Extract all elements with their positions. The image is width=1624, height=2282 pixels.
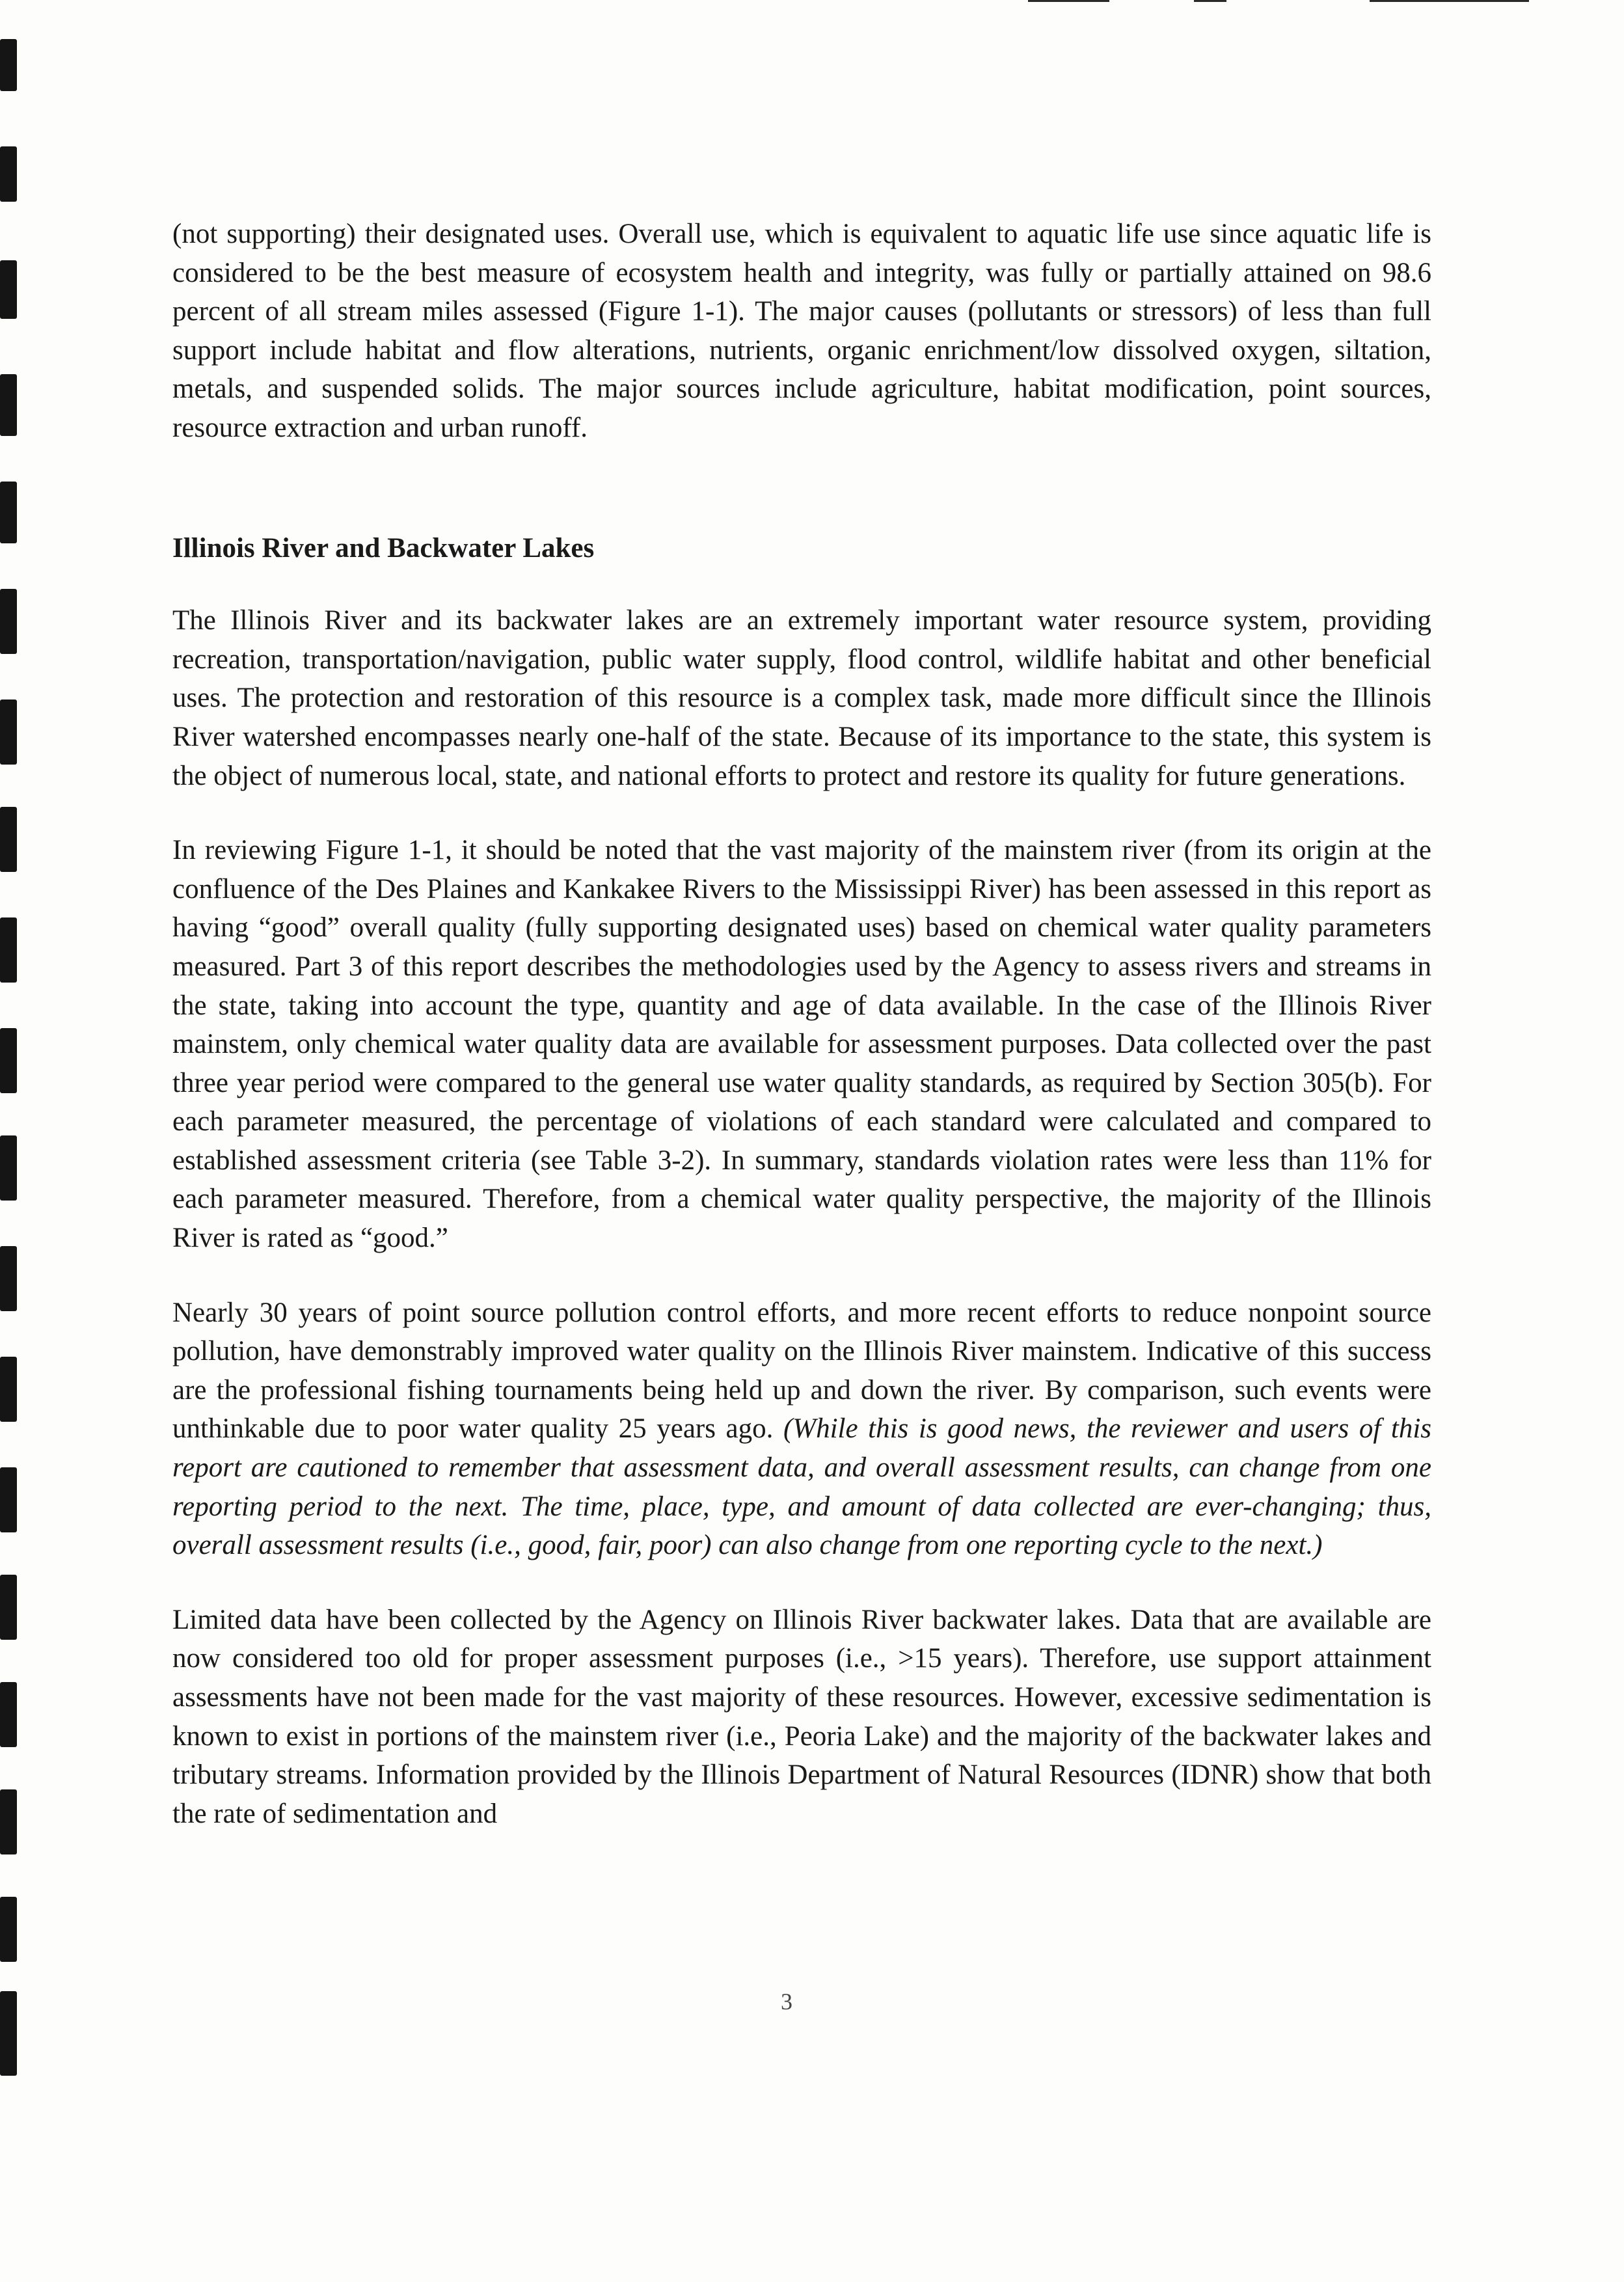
binding-mark [0,700,17,765]
binding-mark [0,1135,17,1201]
binding-mark [0,1575,17,1640]
binding-mark [0,1246,17,1311]
body-paragraph: In reviewing Figure 1-1, it should be noted that the vast majority of the mainstem river (from its origin at the confluence of the Des Plaines and Kankakee Rivers to the Mississippi River) has been assessed in this report as having “good” overall quality (fully supporting designated uses) based on chemical water quality parameters measured. Part 3 of this report describes the methodologies used by the Agency to assess rivers and streams in the state, taking into account the type, quantity and age of data available. In the case of the Illinois River mainstem, only chemical water quality data are available for assessment purposes. Data collected over the past three year period were compared to the general use water quality standards, as required by Section 305(b). For each parameter measured, the percentage of violations of each standard were calculated and compared to established assessment criteria (see Table 3-2). In summary, standards violation rates were less than 11% for each parameter measured. Therefore, from a chemical water quality perspective, the majority of the Illinois River is rated as “good.” [172,835,1431,1254]
scan-top-rule [1370,0,1529,2]
body-paragraph: The Illinois River and its backwater lakes are an extremely important water resource system, providing recreation, transportation/navigation, public water supply, flood control, wildlife habitat and other beneficial uses. The protection and restoration of this resource is a complex task, made more difficult since the Illinois River watershed encompasses nearly one-half of the state. Because of its importance to the state, this system is the object of numerous local, state, and national efforts to protect and restore its quality for future generations. [172,605,1431,791]
binding-mark [0,482,17,543]
binding-mark [0,1991,17,2076]
body-paragraph: Limited data have been collected by the Agency on Illinois River backwater lakes. Data that are available are now considered too old for proper assessment purposes (i.e., >15 years). Therefore, use support attainment assessments have not been made for the vast majority of these resources. However, excessive sedimentation is known to exist in portions of the mainstem river (i.e., Peoria Lake) and the majority of the backwater lakes and tributary streams. Information provided by the Illinois Department of Natural Resources (IDNR) show that both the rate of sedimentation and [172,1604,1431,1829]
section-heading: Illinois River and Backwater Lakes [172,532,595,564]
scan-top-rule [1028,0,1109,2]
binding-mark [0,589,17,654]
binding-mark [0,1789,17,1854]
body-text: Nearly 30 years of point source pollution control efforts, and more recent efforts to reduce nonpoint source pollution, have demonstrably improved water quality on the Illinois River mainstem. Indicative of this success are the professional fishing tournaments being held up and down the river. By comparison, such events were unthinkable due to poor water quality 25 years ago. [172,1297,1431,1445]
binding-mark [0,917,17,983]
body-paragraph: (not supporting) their designated uses. Overall use, which is equivalent to aquatic life use since aquatic life is considered to be the best measure of ecosystem health and integrity, was fully or partially attained on 98.6 percent of all stream miles assessed (Figure 1-1). The major causes (pollutants or stressors) of less than full support include habitat and flow alterations, nutrients, organic enrichment/low dissolved oxygen, siltation, metals, and suspended solids. The major sources include agriculture, habitat modification, point sources, resource extraction and urban runoff. [172,219,1431,443]
italic-note: (While this is good news, the reviewer and users of this report are cautioned to remember that assessment data, and overall assessment results, can change from one reporting period to the next. The time, place, type, and amount of data collected are ever-changing; thus, overall assessment results (i.e., good, fair, poor) can also change from one reporting cycle to the next.) [172,1413,1431,1561]
binding-mark [0,39,17,91]
binding-mark [0,1682,17,1747]
scan-top-rule [1194,0,1226,2]
binding-mark [0,146,17,202]
binding-mark [0,1467,17,1532]
page-number: 3 [781,1989,792,2015]
binding-mark [0,260,17,319]
page-content [172,215,1431,1833]
binding-mark [0,1028,17,1093]
binding-mark [0,1357,17,1422]
binding-mark [0,1897,17,1962]
body-paragraph [172,1294,1431,1565]
binding-mark [0,374,17,436]
binding-mark [0,807,17,872]
